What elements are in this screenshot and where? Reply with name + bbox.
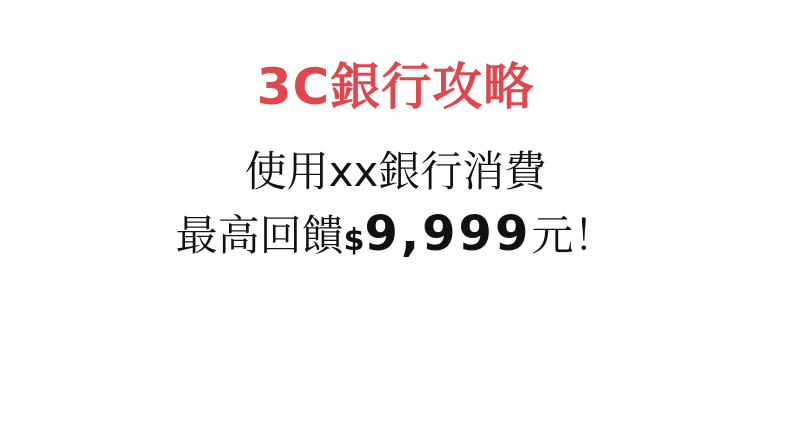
promo-headline: 3C銀行攻略 bbox=[256, 58, 535, 116]
currency-symbol: $ bbox=[343, 223, 365, 258]
reward-prefix: 最高回饋 bbox=[175, 211, 344, 260]
promo-line-reward bbox=[0, 208, 791, 267]
reward-suffix: 元！ bbox=[531, 211, 616, 260]
promo-line-spend: 使用xx銀行消費 bbox=[244, 147, 547, 196]
reward-amount: 9,999 bbox=[364, 206, 532, 262]
